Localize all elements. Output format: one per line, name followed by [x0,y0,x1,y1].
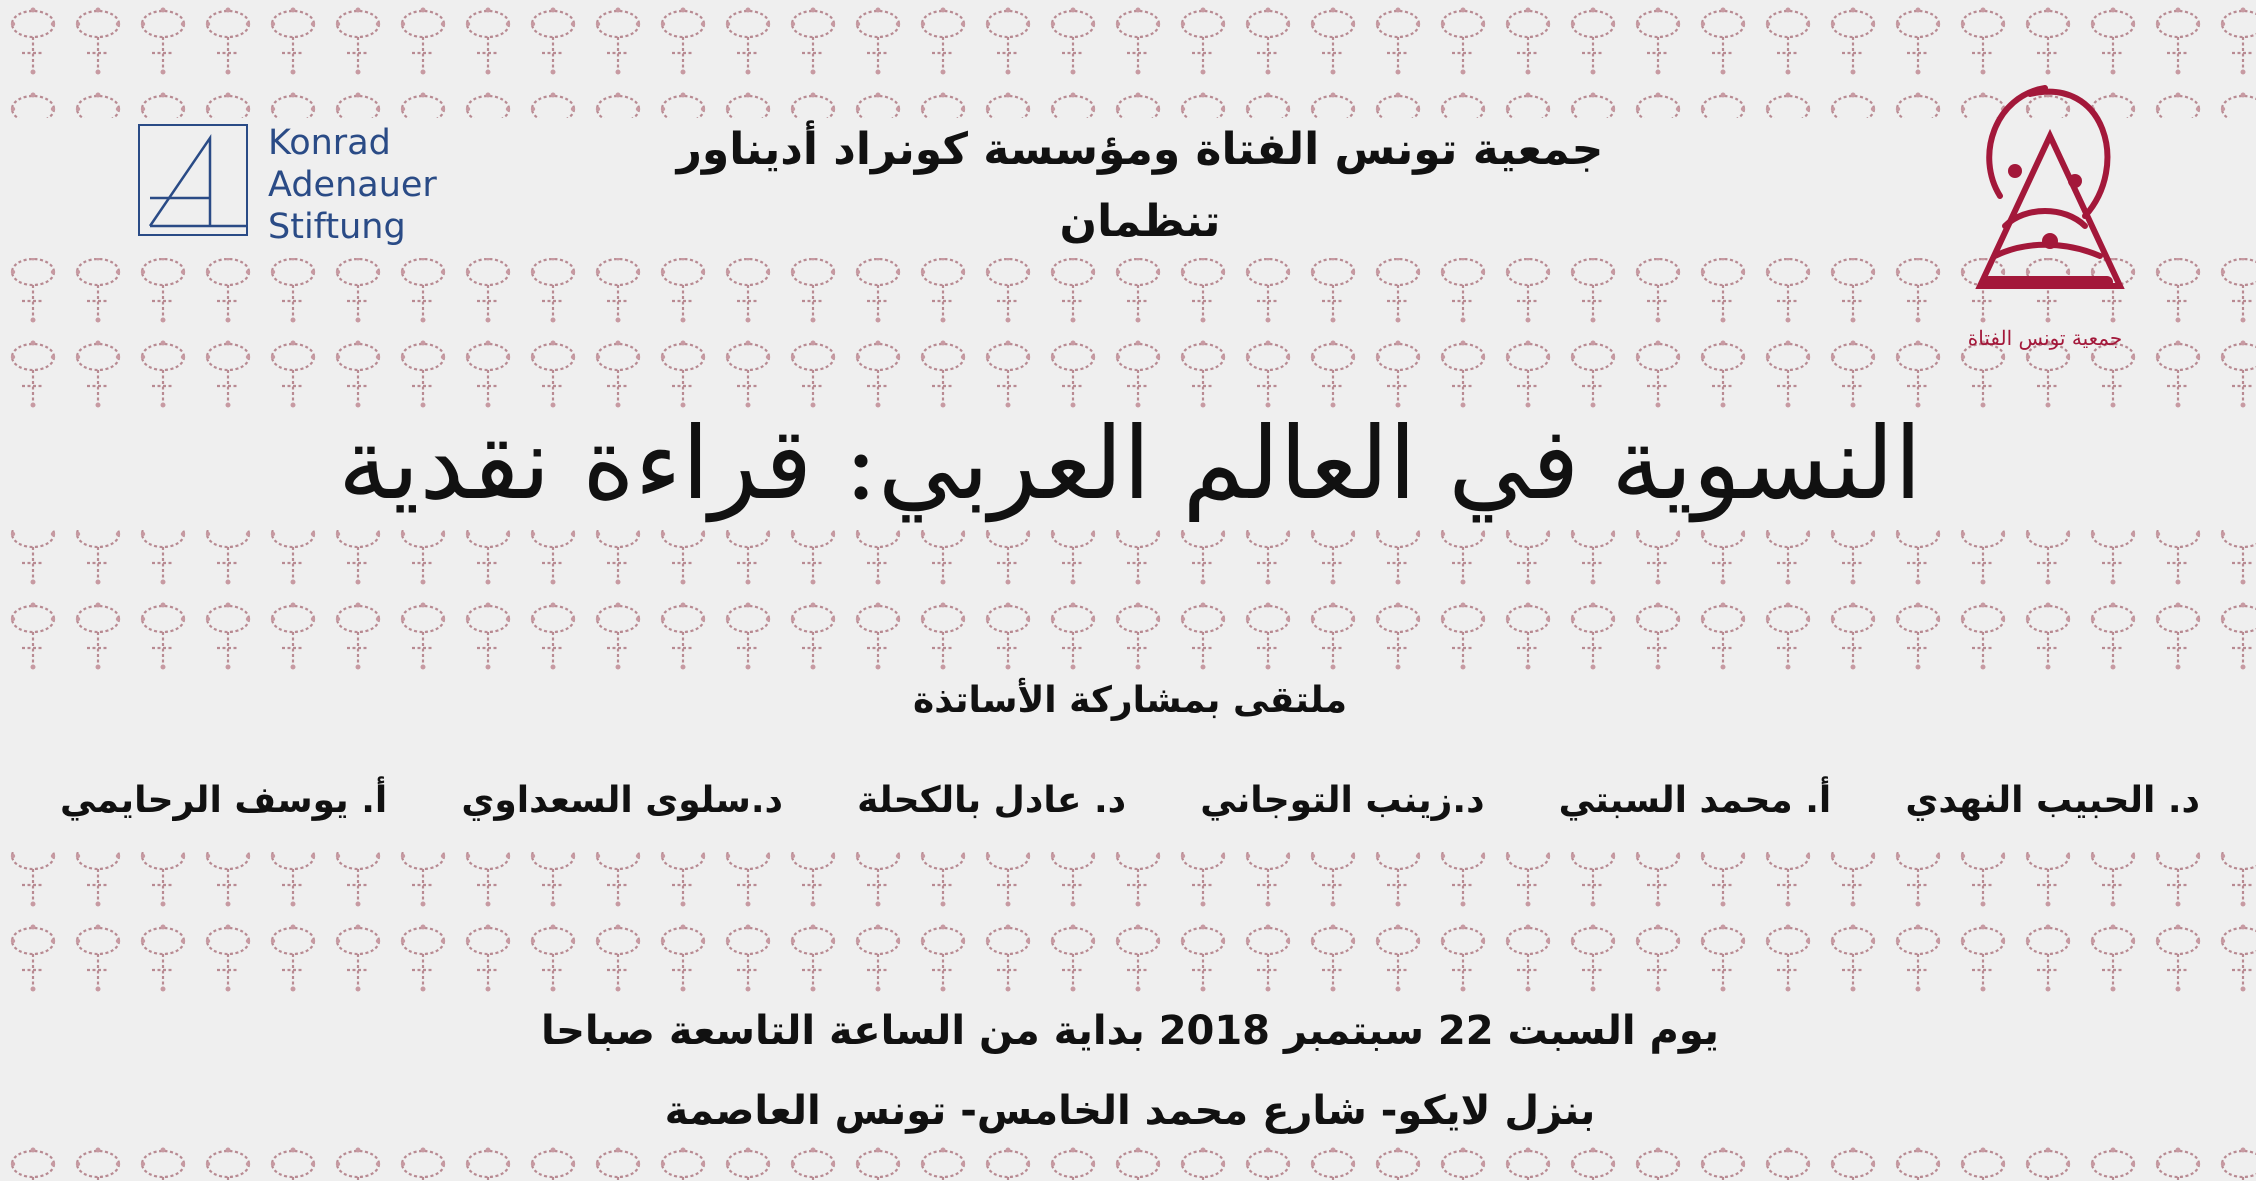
organize-verb: تنظمان [1059,196,1221,247]
speaker-2: أ. محمد السبتي [1558,780,1832,821]
speaker-5: د.سلوى السعداوي [461,780,784,821]
association-logo-caption: جمعية تونس الفتاة [1967,326,2123,350]
pattern-band-top [0,0,2256,118]
speaker-4: د. عادل بالكحلة [857,780,1127,821]
speakers-row [60,780,2200,840]
kas-wordmark [268,122,468,248]
pattern-band-4 [0,852,2256,1012]
kas-line-3: Stiftung [268,207,406,247]
kas-line-2: Adenauer [268,165,437,205]
speaker-3: د.زينب التوجاني [1200,780,1485,821]
speaker-6: أ. يوسف الرحايمي [60,780,388,821]
speaker-1: د. الحبيب النهدي [1905,780,2200,821]
event-venue: بنزل لايكو- شارع محمد الخامس- تونس العاصمة [664,1088,1596,1134]
konrad-adenauer-logo [138,122,458,246]
pattern-band-bottom [0,1140,2256,1181]
organizers-heading: جمعية تونس الفتاة ومؤسسة كونراد أديناور [676,124,1604,175]
event-title: النسوية في العالم العربي: قراءة نقدية [338,405,1922,522]
pattern-band-3 [0,530,2256,690]
kas-emblem-icon [138,124,248,236]
event-date: يوم السبت 22 سبتمبر 2018 بداية من الساعة التاسعة صباحا [541,1008,1719,1054]
association-emblem-icon [1955,76,2135,326]
event-subtitle: ملتقى بمشاركة الأساتذة [912,680,1347,721]
association-logo [1955,76,2135,356]
kas-line-1: Konrad [268,123,391,163]
